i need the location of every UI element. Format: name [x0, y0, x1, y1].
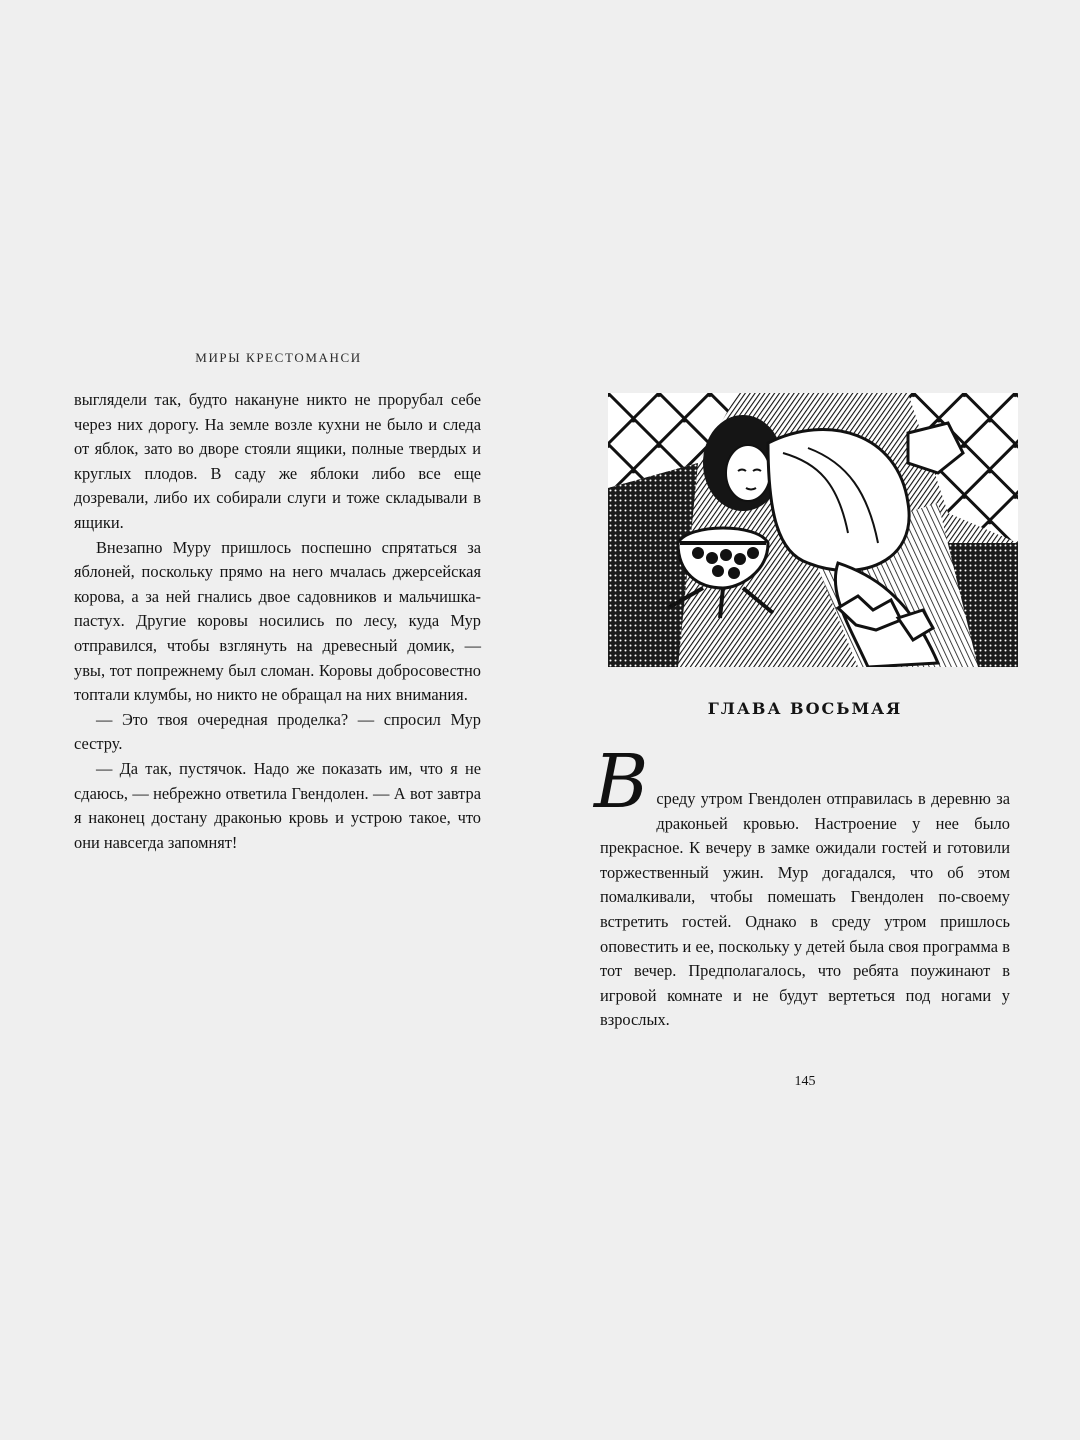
paragraph: выглядели так, будто накануне никто не прорубал себе через них дорогу. На земле возле кухни не было и следа от яблок, зато во дворе стояли ящики, полные твердых и круглых плодов. В саду же яблоки либо все еще дозревали, либо их собирали слуги и тоже складывали в ящики.: [74, 390, 481, 532]
paragraph: — Это твоя очередная проделка? — спросил Мур сестру.: [74, 709, 481, 754]
paragraph: [594, 739, 1010, 1033]
chapter-title: ГЛАВА ВОСЬМАЯ: [707, 699, 903, 718]
running-head: МИРЫ КРЕСТОМАНСИ: [195, 350, 362, 365]
chapter-illustration: [608, 393, 1018, 667]
paragraph: Внезапно Муру пришлось поспешно спрятаться за яблоней, поскольку прямо на него мчалась джерсейская корова, а за ней гнались двое садовников и мальчишка-пастух. Другие коровы носились по лесу, куда Мур отправился, чтобы взглянуть на древесный домик, — увы, тот попрежнему был сломан. Коровы добросовестно топтали клумбы, но никто не обращал на них внимания.: [74, 537, 481, 705]
paragraph-text: среду утром Гвендолен отправилась в деревню за драконьей кровью. Настроение у нее было прекрасное. К вечеру в замке ожидали гостей и готовили торжественный ужин. Мур догадался, что об этом помалкивали, чтобы помешать Гвендолен по-своему встретить гостей. Однако в среду утром пришлось оповестить и ее, поскольку у детей была своя программа в тот вечер. Предполагалось, что ребята поужинают в игровой комнате и не будут вертеться под ногами у взрослых.: [600, 789, 1010, 1030]
engraving-illustration-icon: [608, 393, 1018, 667]
drop-cap: В: [594, 739, 649, 825]
page-number: 145: [794, 1074, 816, 1089]
right-page-text: [594, 739, 1010, 1033]
left-page-text: [74, 388, 481, 855]
paragraph: — Да так, пустячок. Надо же показать им, что я не сдаюсь, — небрежно ответила Гвендолен. — А вот завтра я наконец достану драконью кровь и устрою такое, что они навсегда запомнят!: [74, 758, 481, 852]
